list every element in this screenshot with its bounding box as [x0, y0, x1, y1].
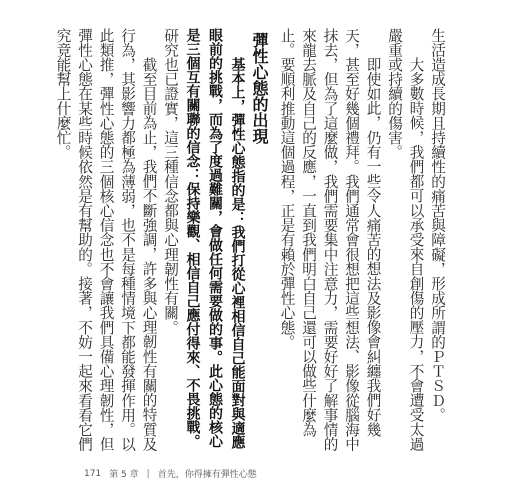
paragraph-4	[160, 28, 249, 458]
page-footer	[84, 467, 257, 480]
paragraph-2: 大多數時候，我們都可以承受來自創傷的壓力，不會遭受太過嚴重或持續的傷害。	[386, 28, 425, 452]
footer-separator: |	[146, 468, 150, 479]
chapter-label: 第 5 章	[109, 470, 139, 480]
paragraph-4-rest: 研究也已證實，這三種信念都與心理韌性有關。	[162, 28, 179, 335]
page-number: 171	[84, 468, 102, 479]
chapter-title: 首先，你得擁有彈性心態	[157, 470, 257, 480]
paragraph-continued: 生活造成長期且持續性的痛苦與障礙，形成所謂的ＰＴＳＤ。	[429, 28, 446, 423]
paragraph-4-bold: 基本上，彈性心態指的是：我們打從心裡相信自己能面對與適應眼前的挑戰，而為了度過難關，會做任何需要做的事。此心態的核心是三個互有關聯的信念：保持樂觀、相信自己應付得來、不畏挑戰。	[184, 28, 246, 450]
section-heading: 彈性心態的出現	[250, 32, 269, 144]
paragraph-5: 截至目前為止，我們不斷強調，許多與心理韌性有關的特質及行為，其影響力都極為薄弱，也不是每種情境下都能發揮作用。以此類推，彈性心態的三個核心信念也不會讓我們具備心理韌性，但彈性心態在某些時候依然是有幫助的。接著，不妨一起來看看它們究竟能幫上什麼忙。	[54, 28, 158, 452]
body-text	[53, 28, 448, 458]
paragraph-3: 即使如此，仍有一些令人痛苦的想法及影像會糾纏我們好幾天，甚至好幾個禮拜。我們通常會很想把這些想法、影像從腦海中抹去，但為了這麼做，我們需要集中注意力，需要好好了解事情的來龍去脈及自己的反應，一直到我們明白自己還可以做些什麼為止。要順利推動這個過程，正是有賴於彈性心態。	[278, 28, 382, 452]
